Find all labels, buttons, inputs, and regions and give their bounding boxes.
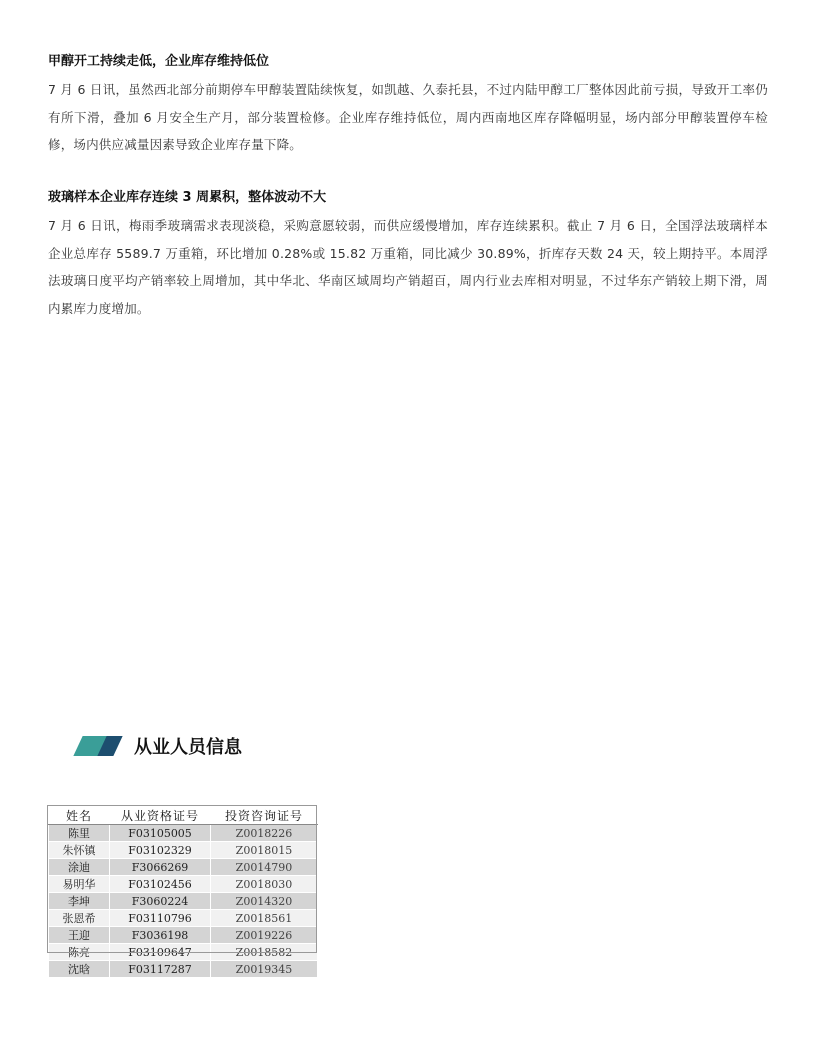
table-row — [49, 961, 318, 978]
table-row — [49, 842, 318, 859]
methanol-section — [48, 52, 768, 159]
staff-name: 李坤 — [49, 893, 110, 910]
header-name: 姓名 — [49, 807, 110, 825]
table-row — [49, 944, 318, 961]
table-row — [49, 927, 318, 944]
staff-qualification: F03102329 — [110, 842, 211, 859]
glass-heading: 玻璃样本企业库存连续 3 周累积，整体波动不大 — [48, 190, 327, 205]
table-row — [49, 825, 318, 842]
methanol-heading: 甲醇开工持续走低，企业库存维持低位 — [48, 54, 270, 69]
staff-qualification: F03102456 — [110, 876, 211, 893]
staff-investment: Z0018015 — [211, 842, 318, 859]
staff-investment: Z0018582 — [211, 944, 318, 961]
staff-table — [48, 806, 318, 978]
staff-qualification: F3060224 — [110, 893, 211, 910]
staff-qualification: F03109647 — [110, 944, 211, 961]
staff-investment: Z0014790 — [211, 859, 318, 876]
staff-name: 沈晗 — [49, 961, 110, 978]
staff-table-header-row — [49, 807, 318, 825]
staff-qualification: F03105005 — [110, 825, 211, 842]
glass-paragraph: 7 月 6 日讯，梅雨季玻璃需求表现淡稳，采购意愿较弱，而供应缓慢增加，库存连续累积。截止 7 月 6 日，全国浮法玻璃样本企业总库存 5589.7 万重箱，环比增加 0.28%或 15.82 万重箱，同比减少 30.89%，折库存天数 24 天，较上期持平。本周浮法玻璃日度平均产销率较上周增加，其中华北、华南区域周均产销超百，周内行业去库相对明显，不过华东产销较上期下滑，周内累库力度增加。 — [48, 218, 768, 316]
staff-investment: Z0018030 — [211, 876, 318, 893]
staff-name: 朱怀镇 — [49, 842, 110, 859]
staff-title: 从业人员信息 — [134, 737, 242, 758]
staff-investment: Z0014320 — [211, 893, 318, 910]
staff-name: 陈亮 — [49, 944, 110, 961]
staff-investment: Z0019226 — [211, 927, 318, 944]
table-row — [49, 910, 318, 927]
staff-name: 王迎 — [49, 927, 110, 944]
staff-name: 陈里 — [49, 825, 110, 842]
methanol-paragraph: 7 月 6 日讯，虽然西北部分前期停车甲醇装置陆续恢复，如凯越、久泰托县，不过内陆甲醇工厂整体因此前亏损，导致开工率仍有所下滑，叠加 6 月安全生产月，部分装置检修。企业库存维持低位，周内西南地区库存降幅明显，场内部分甲醇装置停车检修，场内供应减量因素导致企业库存量下降。 — [48, 82, 768, 152]
staff-name: 涂迪 — [49, 859, 110, 876]
table-row — [49, 876, 318, 893]
header-investment: 投资咨询证号 — [211, 807, 318, 825]
staff-qualification: F3066269 — [110, 859, 211, 876]
header-qualification: 从业资格证号 — [110, 807, 211, 825]
staff-qualification: F03110796 — [110, 910, 211, 927]
staff-investment: Z0019345 — [211, 961, 318, 978]
staff-section-header — [78, 734, 242, 758]
staff-qualification: F3036198 — [110, 927, 211, 944]
staff-investment: Z0018226 — [211, 825, 318, 842]
table-row — [49, 893, 318, 910]
staff-name: 张恩希 — [49, 910, 110, 927]
staff-investment: Z0018561 — [211, 910, 318, 927]
staff-qualification: F03117287 — [110, 961, 211, 978]
section-bar-icon — [78, 736, 124, 756]
glass-section — [48, 188, 768, 322]
staff-name: 易明华 — [49, 876, 110, 893]
table-row — [49, 859, 318, 876]
